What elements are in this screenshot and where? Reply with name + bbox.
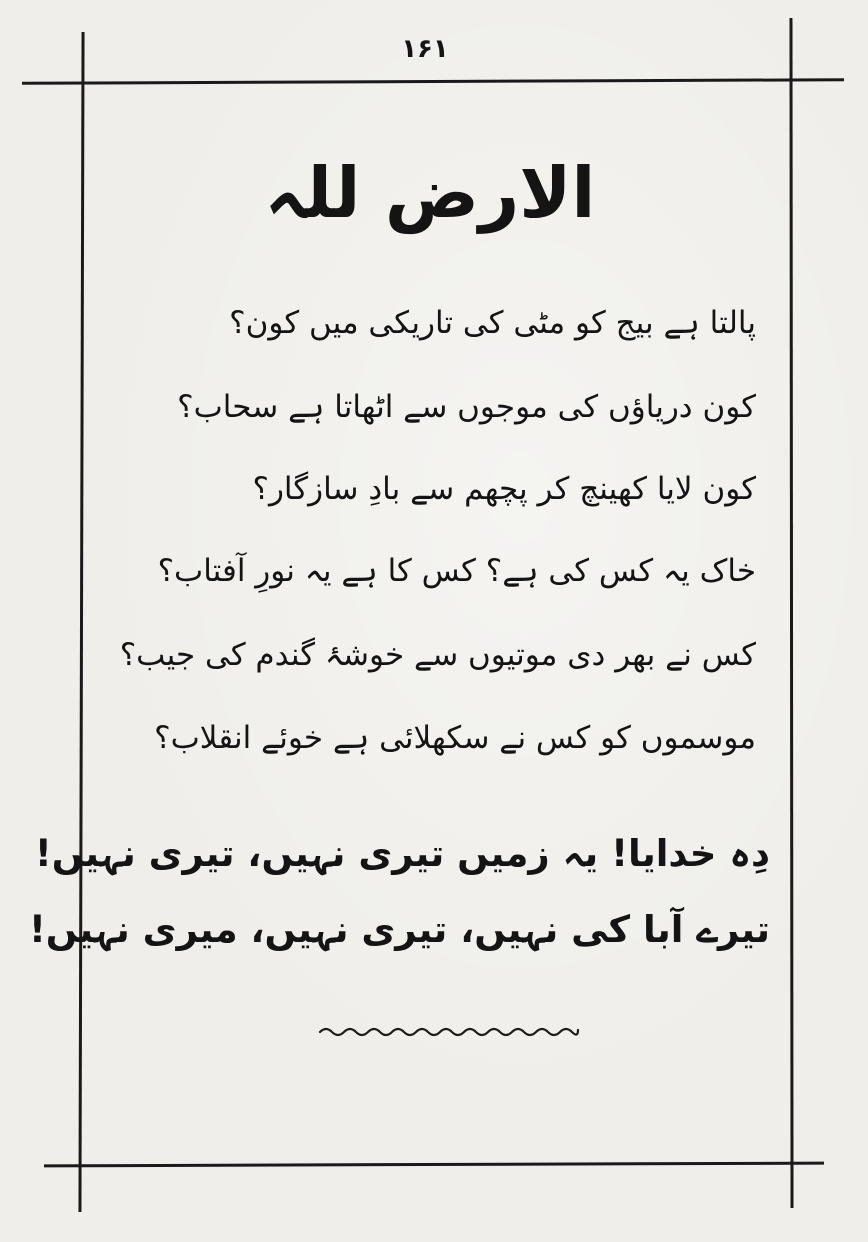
bottom-border-line — [44, 1162, 824, 1168]
top-border-line — [22, 78, 844, 85]
verse-line-1: پالتا ہے بیج کو مٹی کی تاریکی میں کون؟ — [229, 305, 756, 341]
verse-line-4: خاک یہ کس کی ہے؟ کس کا ہے یہ نورِ آفتاب؟ — [157, 553, 756, 589]
refrain-line-1: دِہ خدایا! یہ زمیں تیری نہیں، تیری نہیں! — [34, 832, 770, 875]
refrain-line-2: تیرے آبا کی نہیں، تیری نہیں، میری نہیں! — [28, 908, 770, 951]
wavy-divider-ornament — [318, 1020, 580, 1044]
left-border-line — [78, 32, 84, 1212]
verse-line-3: کون لایا کھینچ کر پچھم سے بادِ سازگار؟ — [252, 471, 756, 507]
verse-line-2: کون دریاؤں کی موجوں سے اٹھاتا ہے سحاب؟ — [177, 389, 756, 425]
verse-line-5: کس نے بھر دی موتیوں سے خوشۂ گندم کی جیب؟ — [119, 637, 756, 673]
verse-line-6: موسموں کو کس نے سکھلائی ہے خوئے انقلاب؟ — [154, 720, 756, 756]
page-number: ۱۶۱ — [401, 34, 449, 64]
poem-title: الارض للہ — [264, 152, 596, 234]
right-border-line — [789, 18, 793, 1208]
